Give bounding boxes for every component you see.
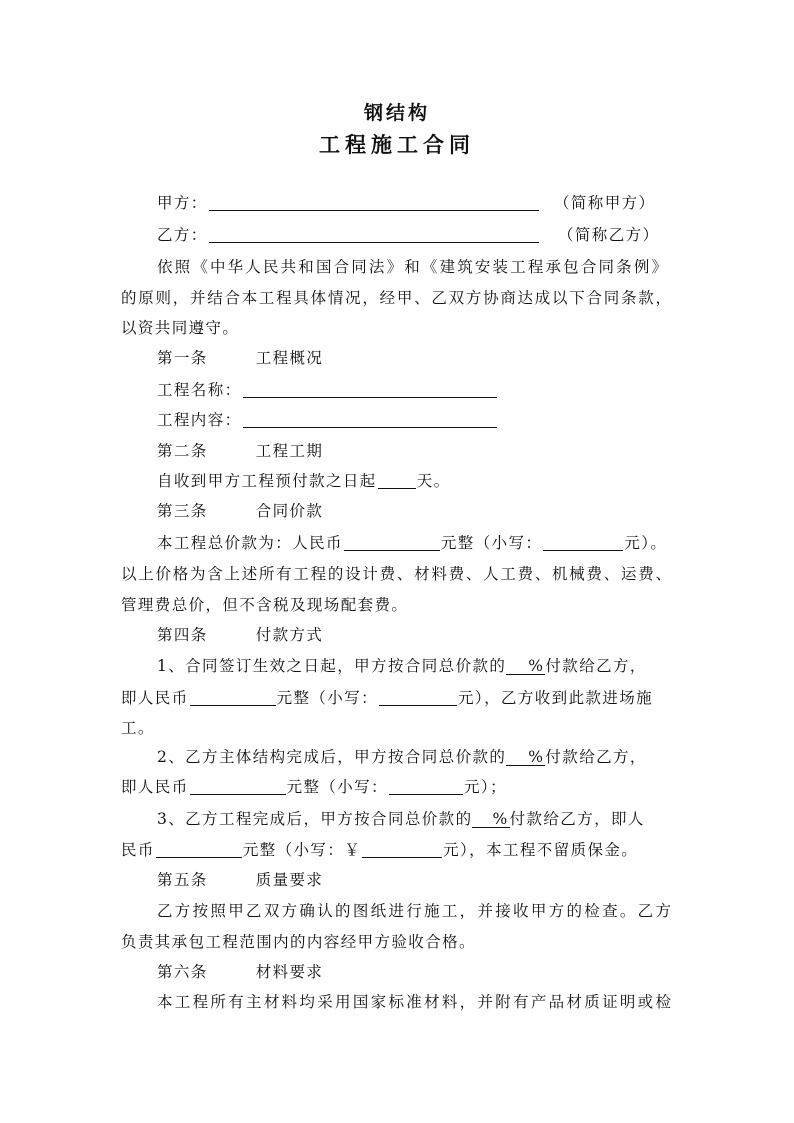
price-note-line-1: 以上价格为含上述所有工程的设计费、材料费、人工费、机械费、运费、 [121,565,672,583]
article4-heading [157,625,323,645]
article1-heading [157,348,323,368]
duration-text: 自收到甲方工程预付款之日起 [157,472,377,490]
duration-line [157,471,451,491]
payment-1-line-1 [157,656,647,676]
duration-unit: 天。 [416,472,451,490]
quality-line-1: 乙方按照甲乙双方确认的图纸进行施工，并接收甲方的检查。乙方 [157,902,672,920]
payment-3-percent-blank[interactable]: % [472,811,509,828]
payment-3-rmb: 民币 [121,841,155,859]
quality-line-2: 负责其承包工程范围内的内容经甲方验收合格。 [121,933,476,951]
total-price-text: 本工程总价款为：人民币 [157,534,343,552]
payment-1-mid: 元整（小写： [276,689,379,707]
payment-1-line-2 [121,688,653,708]
payment-1-end: 元），乙方收到此款进场施 [458,689,654,707]
article6-title: 材料要求 [255,963,324,981]
payment-1-text: 1、合同签订生效之日起，甲方按合同总价款的 [157,657,507,675]
payment-3-words-blank[interactable] [156,842,242,858]
party-b-suffix: （简称乙方） [558,226,660,244]
payment-2-rmb: 即人民币 [121,778,189,796]
article2-heading [157,441,323,461]
article1-number: 第一条 [157,349,208,367]
payment-2-end: 元）； [464,778,507,796]
article1-title: 工程概况 [255,349,324,367]
payment-2-text-b: 付款给乙方， [545,748,647,766]
material-line-1: 本工程所有主材料均采用国家标准材料，并附有产品材质证明或检 [157,993,672,1011]
article2-number: 第二条 [157,442,208,460]
article3-title: 合同价款 [255,502,324,520]
article6-number: 第六条 [157,963,208,981]
title-line-1: 钢结构 [363,102,430,124]
article4-title: 付款方式 [255,626,324,644]
article5-title: 质量要求 [255,871,324,889]
payment-2-figure-blank[interactable] [389,779,463,795]
article3-heading [157,501,323,521]
preamble-line-3: 以资共同遵守。 [121,319,240,337]
payment-3-text-b: 付款给乙方，即人 [509,810,645,828]
payment-3-figure-blank[interactable] [362,842,442,858]
party-b-label: 乙方： [157,226,208,244]
project-name-blank[interactable] [243,382,497,398]
preamble-line-1: 依照《中华人民共和国合同法》和《建筑安装工程承包合同条例》 [157,258,668,276]
total-price-line [157,533,667,553]
payment-3-text: 3、乙方工程完成后，甲方按合同总价款的 [157,810,473,828]
total-price-words-blank[interactable] [344,535,440,551]
payment-2-percent-blank[interactable]: % [506,749,545,766]
preamble-line-2: 的原则，并结合本工程具体情况，经甲、乙双方协商达成以下合同条款， [121,289,672,307]
payment-2-text: 2、乙方主体结构完成后，甲方按合同总价款的 [157,748,507,766]
payment-3-mid: 元整（小写：￥ [242,841,362,859]
duration-days-blank[interactable] [378,473,416,489]
payment-2-mid: 元整（小写： [286,778,389,796]
payment-3-line-1 [157,809,645,829]
project-content-line [157,410,498,430]
party-b-blank[interactable] [209,227,539,243]
party-a-suffix: （简称甲方） [554,194,656,212]
article6-heading [157,962,323,982]
payment-1-figure-blank[interactable] [379,690,457,706]
party-a-blank[interactable] [209,195,539,211]
title-line-2: 工程施工合同 [319,132,475,157]
total-price-figure-blank[interactable] [543,535,623,551]
party-b-line [157,225,540,245]
project-name-label: 工程名称： [157,381,242,399]
article4-number: 第四条 [157,626,208,644]
article5-heading [157,870,323,890]
project-content-label: 工程内容： [157,411,242,429]
payment-3-end: 元），本工程不留质保金。 [443,841,639,859]
party-a-label: 甲方： [157,194,208,212]
party-a-line [157,193,540,213]
price-note-line-2: 管理费总价，但不含税及现场配套费。 [121,596,409,614]
payment-2-line-1 [157,747,647,767]
total-price-mid: 元整（小写： [440,534,543,552]
article2-title: 工程工期 [255,442,324,460]
payment-1-words-blank[interactable] [190,690,276,706]
article5-number: 第五条 [157,871,208,889]
total-price-end: 元）。 [624,534,668,552]
article3-number: 第三条 [157,502,208,520]
payment-1-percent-blank[interactable]: % [506,658,545,675]
payment-1-text-b: 付款给乙方， [545,657,647,675]
project-name-line [157,380,498,400]
payment-2-line-2 [121,777,507,797]
payment-1-rmb: 即人民币 [121,689,189,707]
payment-3-line-2 [121,840,638,860]
payment-2-words-blank[interactable] [190,779,286,795]
project-content-blank[interactable] [243,412,497,428]
payment-1-line-3: 工。 [121,719,155,737]
